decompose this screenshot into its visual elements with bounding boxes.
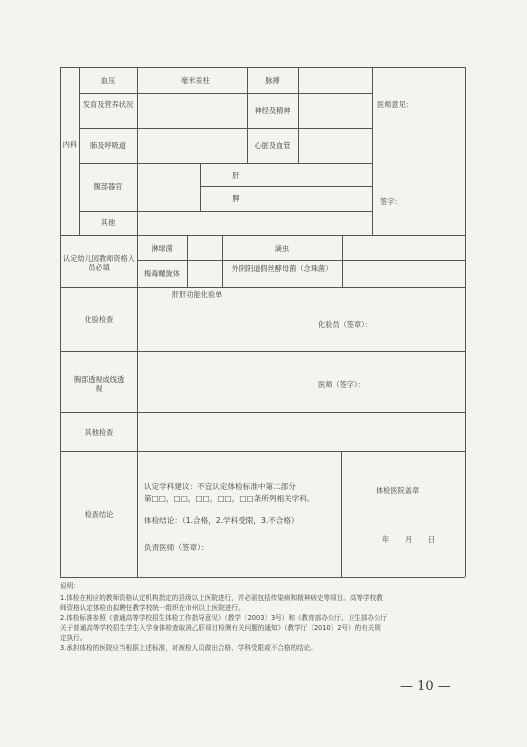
date-day: 日: [428, 535, 436, 544]
date-year: 年: [382, 535, 390, 544]
note-line: 定执行。: [60, 634, 87, 642]
chest-signer: 医师（签字）：: [318, 380, 365, 389]
page-number: — 10 —: [400, 679, 451, 694]
note-line: 3.承担体检的医院应当根据上述标准，对被检人员做出合格、学科受限或不合格的结论。: [60, 644, 317, 652]
subject-advice: 认定学科建议：不宜认定体检标准中第二部分: [144, 482, 296, 491]
lab-signer: 化验员（签章）：: [318, 320, 372, 329]
note-line: 1.体检在相应的教师资格认定机构指定的县级以上医院进行，并必需包括传染病和精神病史等项目。高等学校教: [60, 594, 383, 602]
date-month: 月: [405, 535, 413, 544]
liver-label: 肝: [232, 171, 240, 180]
heart-label: 心脏及血管: [254, 141, 291, 150]
note-line: 2.体检标准参照《普通高等学校招生体检工作指导意见》（教学〔2003〕3号）和《教育部办公厅、卫生部办公厅: [60, 614, 388, 622]
chest-label: 胸部透视或线透 视: [73, 375, 139, 393]
internal-medicine-label: 内科: [62, 140, 78, 149]
liver-function-label: 肝肝功能化验单: [172, 290, 223, 299]
item-line: 第□□，□□，□□，□□，□□条所列相关学科。: [144, 494, 315, 503]
doctor-opinion-label: 医师意见：: [377, 100, 413, 109]
signature-label: 签字：: [380, 197, 402, 206]
note-line: 师资格认定体检由拟聘任教学校统一组织在市州以上医院进行。: [60, 604, 245, 612]
kindergarten-label: 认定幼儿园教师资格人员必填: [63, 254, 135, 272]
gonococcus-label: 淋球菌: [151, 244, 173, 253]
nervous-label: 神经及精神: [254, 106, 291, 115]
pulse-label: 脉搏: [265, 76, 280, 85]
note-line: 关于普通高等学校招生学生入学身体检查取消乙肝项目检测有关问题的通知》（教学厅〔2010〕2号）的有关规: [60, 624, 381, 632]
other-label: 其他: [100, 218, 116, 227]
treponema-label: 梅毒螺旋体: [144, 269, 180, 278]
lung-label: 肺及呼吸道: [90, 141, 126, 150]
conclusion-label: 检查结论: [84, 510, 114, 519]
trichomonas-label: 滴虫: [274, 244, 290, 253]
seal-label: 体检医院盖章: [376, 486, 420, 495]
development-label: 发育及营养状况: [82, 100, 134, 109]
candida-label: 外阴阴道假丝酵母菌（念珠菌）: [231, 264, 333, 273]
lab-label: 化验检查: [84, 315, 114, 324]
other-exam-label: 其他检查: [84, 428, 114, 437]
abdomen-label: 腹部器官: [93, 182, 123, 191]
spleen-label: 脾: [232, 194, 240, 203]
notes-title: 说明：: [60, 582, 80, 590]
bp-unit: 毫米汞柱: [181, 76, 210, 85]
blood-pressure-label: 血压: [100, 76, 116, 85]
result-line: 体检结论：（1.合格，2.学科受限，3.不合格）: [144, 516, 299, 525]
doctor-line: 负责医师（签章）：: [144, 543, 209, 552]
